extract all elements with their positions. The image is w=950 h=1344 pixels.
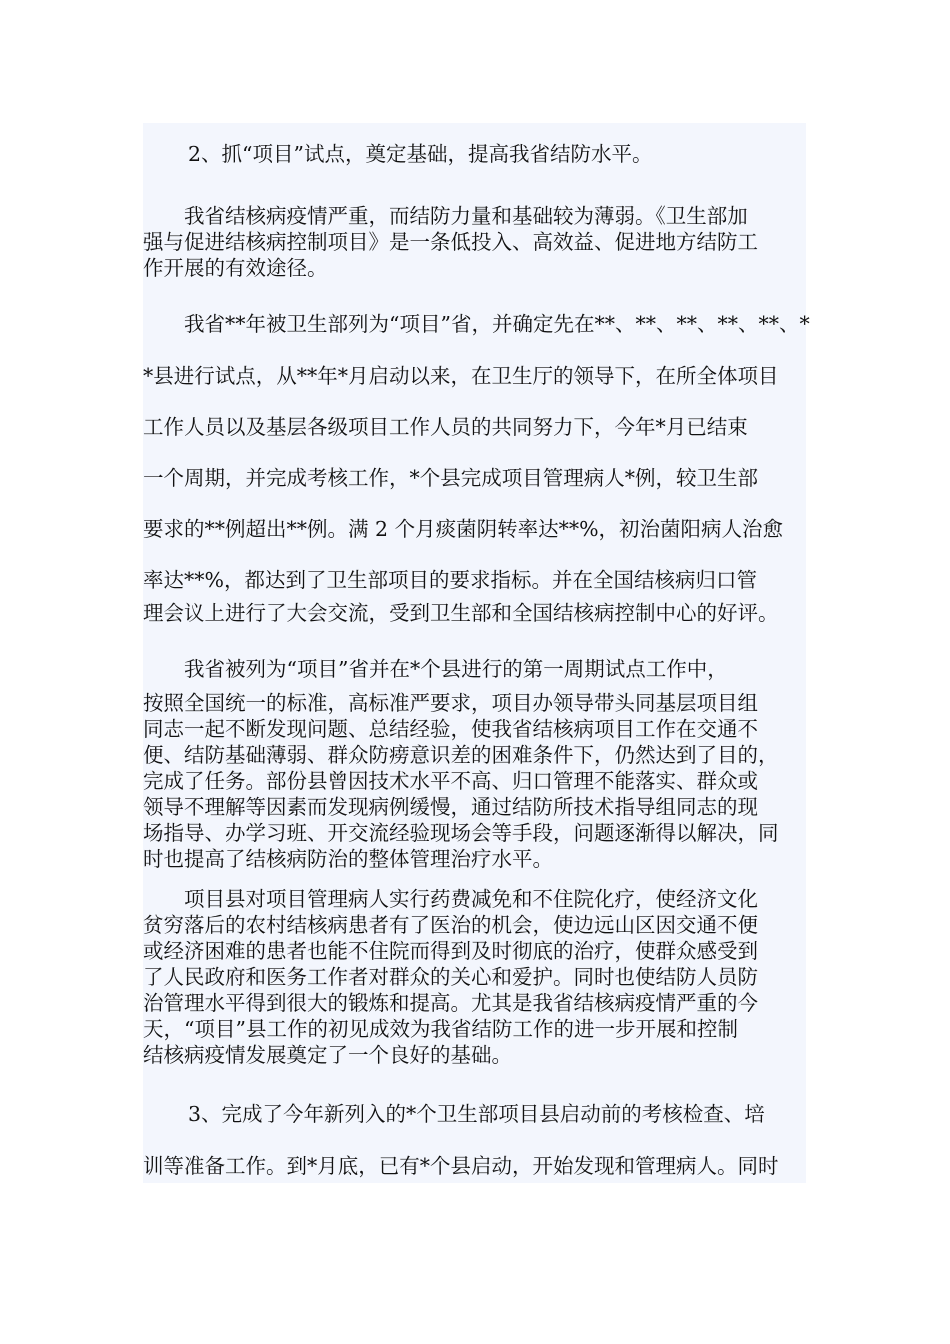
paragraph-line: 便、结防基础薄弱、群众防痨意识差的困难条件下，仍然达到了目的， [143, 743, 779, 767]
paragraph-line: 我省结核病疫情严重，而结防力量和基础较为薄弱。《卫生部加 [184, 204, 748, 228]
paragraph-line: 治管理水平得到很大的锻炼和提高。尤其是我省结核病疫情严重的今 [143, 991, 758, 1015]
paragraph-line: 领导不理解等因素而发现病例缓慢，通过结防所技术指导组同志的现 [143, 795, 758, 819]
paragraph-line: 同志一起不断发现问题、总结经验，使我省结核病项目工作在交通不 [143, 717, 758, 741]
paragraph-line: 理会议上进行了大会交流，受到卫生部和全国结核病控制中心的好评。 [143, 601, 779, 625]
heading-line: 2、抓“项目”试点，奠定基础，提高我省结防水平。 [188, 142, 653, 166]
heading-line: 训等准备工作。到*月底，已有*个县启动，开始发现和管理病人。同时 [143, 1154, 779, 1178]
paragraph-line: 按照全国统一的标准，高标准严要求，项目办领导带头同基层项目组 [143, 691, 758, 715]
paragraph-line: 天，“项目”县工作的初见成效为我省结防工作的进一步开展和控制 [143, 1017, 738, 1041]
paragraph-line: 工作人员以及基层各级项目工作人员的共同努力下，今年*月已结束 [143, 415, 748, 439]
paragraph-line: 完成了任务。部份县曾因技术水平不高、归口管理不能落实、群众或 [143, 769, 758, 793]
paragraph-line: 一个周期，并完成考核工作，*个县完成项目管理病人*例，较卫生部 [143, 466, 758, 490]
paragraph-line: 我省被列为“项目”省并在*个县进行的第一周期试点工作中， [184, 657, 728, 681]
paragraph-line: 率达**%，都达到了卫生部项目的要求指标。并在全国结核病归口管 [143, 568, 757, 592]
paragraph-line: 作开展的有效途径。 [143, 256, 328, 280]
paragraph-line: 结核病疫情发展奠定了一个良好的基础。 [143, 1043, 512, 1067]
paragraph-line: 我省**年被卫生部列为“项目”省，并确定先在**、**、**、**、**、* [184, 312, 810, 336]
paragraph-line: 场指导、办学习班、开交流经验现场会等手段，问题逐渐得以解决，同 [143, 821, 779, 845]
paragraph-line: 或经济困难的患者也能不住院而得到及时彻底的治疗，使群众感受到 [143, 939, 758, 963]
paragraph-line: 要求的**例超出**例。满 2 个月痰菌阴转率达**%，初治菌阳病人治愈 [143, 517, 784, 541]
paragraph-line: 强与促进结核病控制项目》是一条低投入、高效益、促进地方结防工 [143, 230, 758, 254]
paragraph-line: 了人民政府和医务工作者对群众的关心和爱护。同时也使结防人员防 [143, 965, 758, 989]
document-page [143, 123, 810, 1183]
paragraph-line: *县进行试点，从**年*月启动以来，在卫生厅的领导下，在所全体项目 [143, 364, 779, 388]
paragraph-line: 贫穷落后的农村结核病患者有了医治的机会，使边远山区因交通不便 [143, 913, 758, 937]
paragraph-line: 时也提高了结核病防治的整体管理治疗水平。 [143, 847, 553, 871]
paragraph-line: 项目县对项目管理病人实行药费减免和不住院化疗，使经济文化 [184, 887, 758, 911]
heading-line: 3、完成了今年新列入的*个卫生部项目县启动前的考核检查、培 [188, 1102, 765, 1126]
